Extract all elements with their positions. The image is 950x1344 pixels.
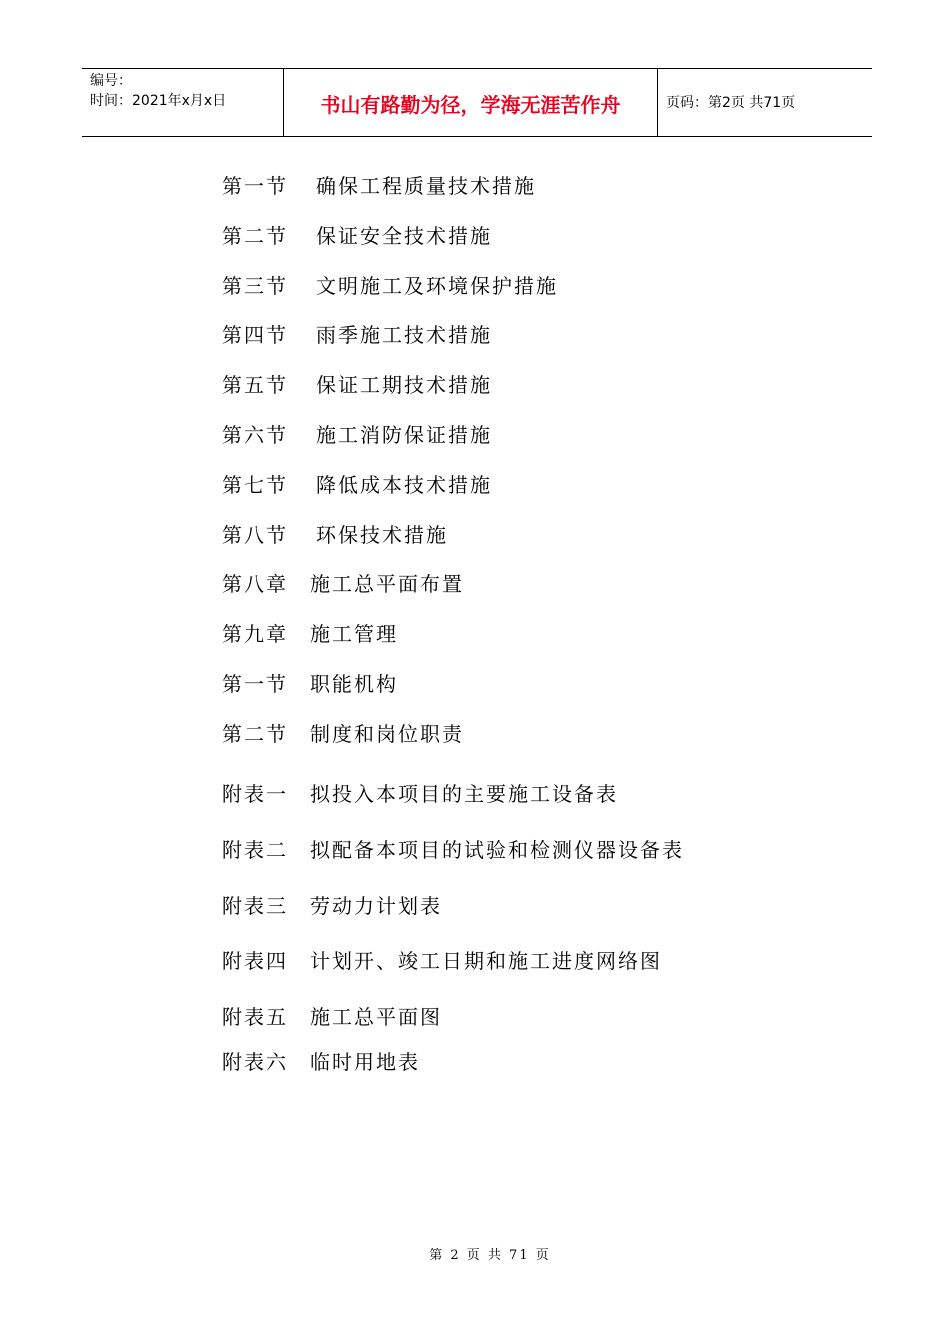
toc-item-label: 第三节	[222, 274, 288, 298]
toc-item	[222, 273, 558, 299]
toc-item-title: 施工消防保证措施	[316, 423, 492, 447]
document-time: 时间：2021年x月x日	[90, 93, 227, 109]
toc-item-title: 临时用地表	[310, 1050, 420, 1074]
page-header	[82, 68, 872, 137]
toc-item-label: 第九章	[222, 622, 288, 646]
toc-item	[222, 472, 492, 498]
toc-item-title: 拟投入本项目的主要施工设备表	[310, 782, 618, 806]
toc-item-title: 计划开、竣工日期和施工进度网络图	[310, 949, 662, 973]
toc-item-label: 附表五	[222, 1005, 288, 1029]
toc-item-title: 雨季施工技术措施	[316, 323, 492, 347]
header-page-info: 页码：第2页 共71页	[666, 95, 796, 111]
toc-item-label: 第七节	[222, 473, 288, 497]
toc-item-title: 施工管理	[310, 622, 398, 646]
header-meta-cell	[82, 69, 284, 136]
toc-item-label: 第二节	[222, 224, 288, 248]
toc-item-title: 制度和岗位职责	[310, 722, 464, 746]
toc-item	[222, 173, 536, 199]
header-motto-cell	[284, 69, 658, 136]
toc-item-label: 第一节	[222, 174, 288, 198]
toc-item-title: 施工总平面布置	[310, 572, 464, 596]
toc-item	[222, 223, 492, 249]
toc-item-label: 附表三	[222, 894, 288, 918]
toc-item	[222, 372, 492, 398]
toc-item-label: 附表四	[222, 949, 288, 973]
toc-item-label: 第八节	[222, 523, 288, 547]
toc-item	[222, 837, 684, 863]
toc-item-label: 附表一	[222, 782, 288, 806]
toc-item	[222, 522, 448, 548]
toc-item-title: 施工总平面图	[310, 1005, 442, 1029]
toc-item	[222, 721, 464, 747]
toc-item-title: 降低成本技术措施	[316, 473, 492, 497]
toc-item	[222, 1004, 442, 1030]
header-page-cell	[658, 69, 872, 136]
page-footer: 第 2 页 共 71 页	[429, 1248, 551, 1263]
toc-item-label: 第五节	[222, 373, 288, 397]
toc-item-label: 第二节	[222, 722, 288, 746]
toc-item-label: 第六节	[222, 423, 288, 447]
toc-item-title: 确保工程质量技术措施	[316, 174, 536, 198]
toc-item	[222, 1049, 420, 1075]
toc-item-title: 拟配备本项目的试验和检测仪器设备表	[310, 838, 684, 862]
toc-item-title: 环保技术措施	[316, 523, 448, 547]
toc-item-title: 职能机构	[310, 672, 398, 696]
toc-item	[222, 571, 464, 597]
toc-item	[222, 893, 442, 919]
toc-item	[222, 322, 492, 348]
toc-item-title: 劳动力计划表	[310, 894, 442, 918]
header-motto: 书山有路勤为径，学海无涯苦作舟	[320, 93, 621, 117]
toc-item-label: 第一节	[222, 672, 288, 696]
toc-item-label: 第八章	[222, 572, 288, 596]
toc-item-label: 第四节	[222, 323, 288, 347]
toc-item-title: 保证安全技术措施	[316, 224, 492, 248]
toc-item-label: 附表六	[222, 1050, 288, 1074]
toc-item	[222, 621, 398, 647]
toc-item	[222, 422, 492, 448]
toc-item	[222, 671, 398, 697]
toc-item	[222, 781, 618, 807]
toc-item-title: 保证工期技术措施	[316, 373, 492, 397]
toc-item-label: 附表二	[222, 838, 288, 862]
toc-item	[222, 948, 662, 974]
toc-item-title: 文明施工及环境保护措施	[316, 274, 558, 298]
document-number: 编号：	[90, 73, 132, 89]
